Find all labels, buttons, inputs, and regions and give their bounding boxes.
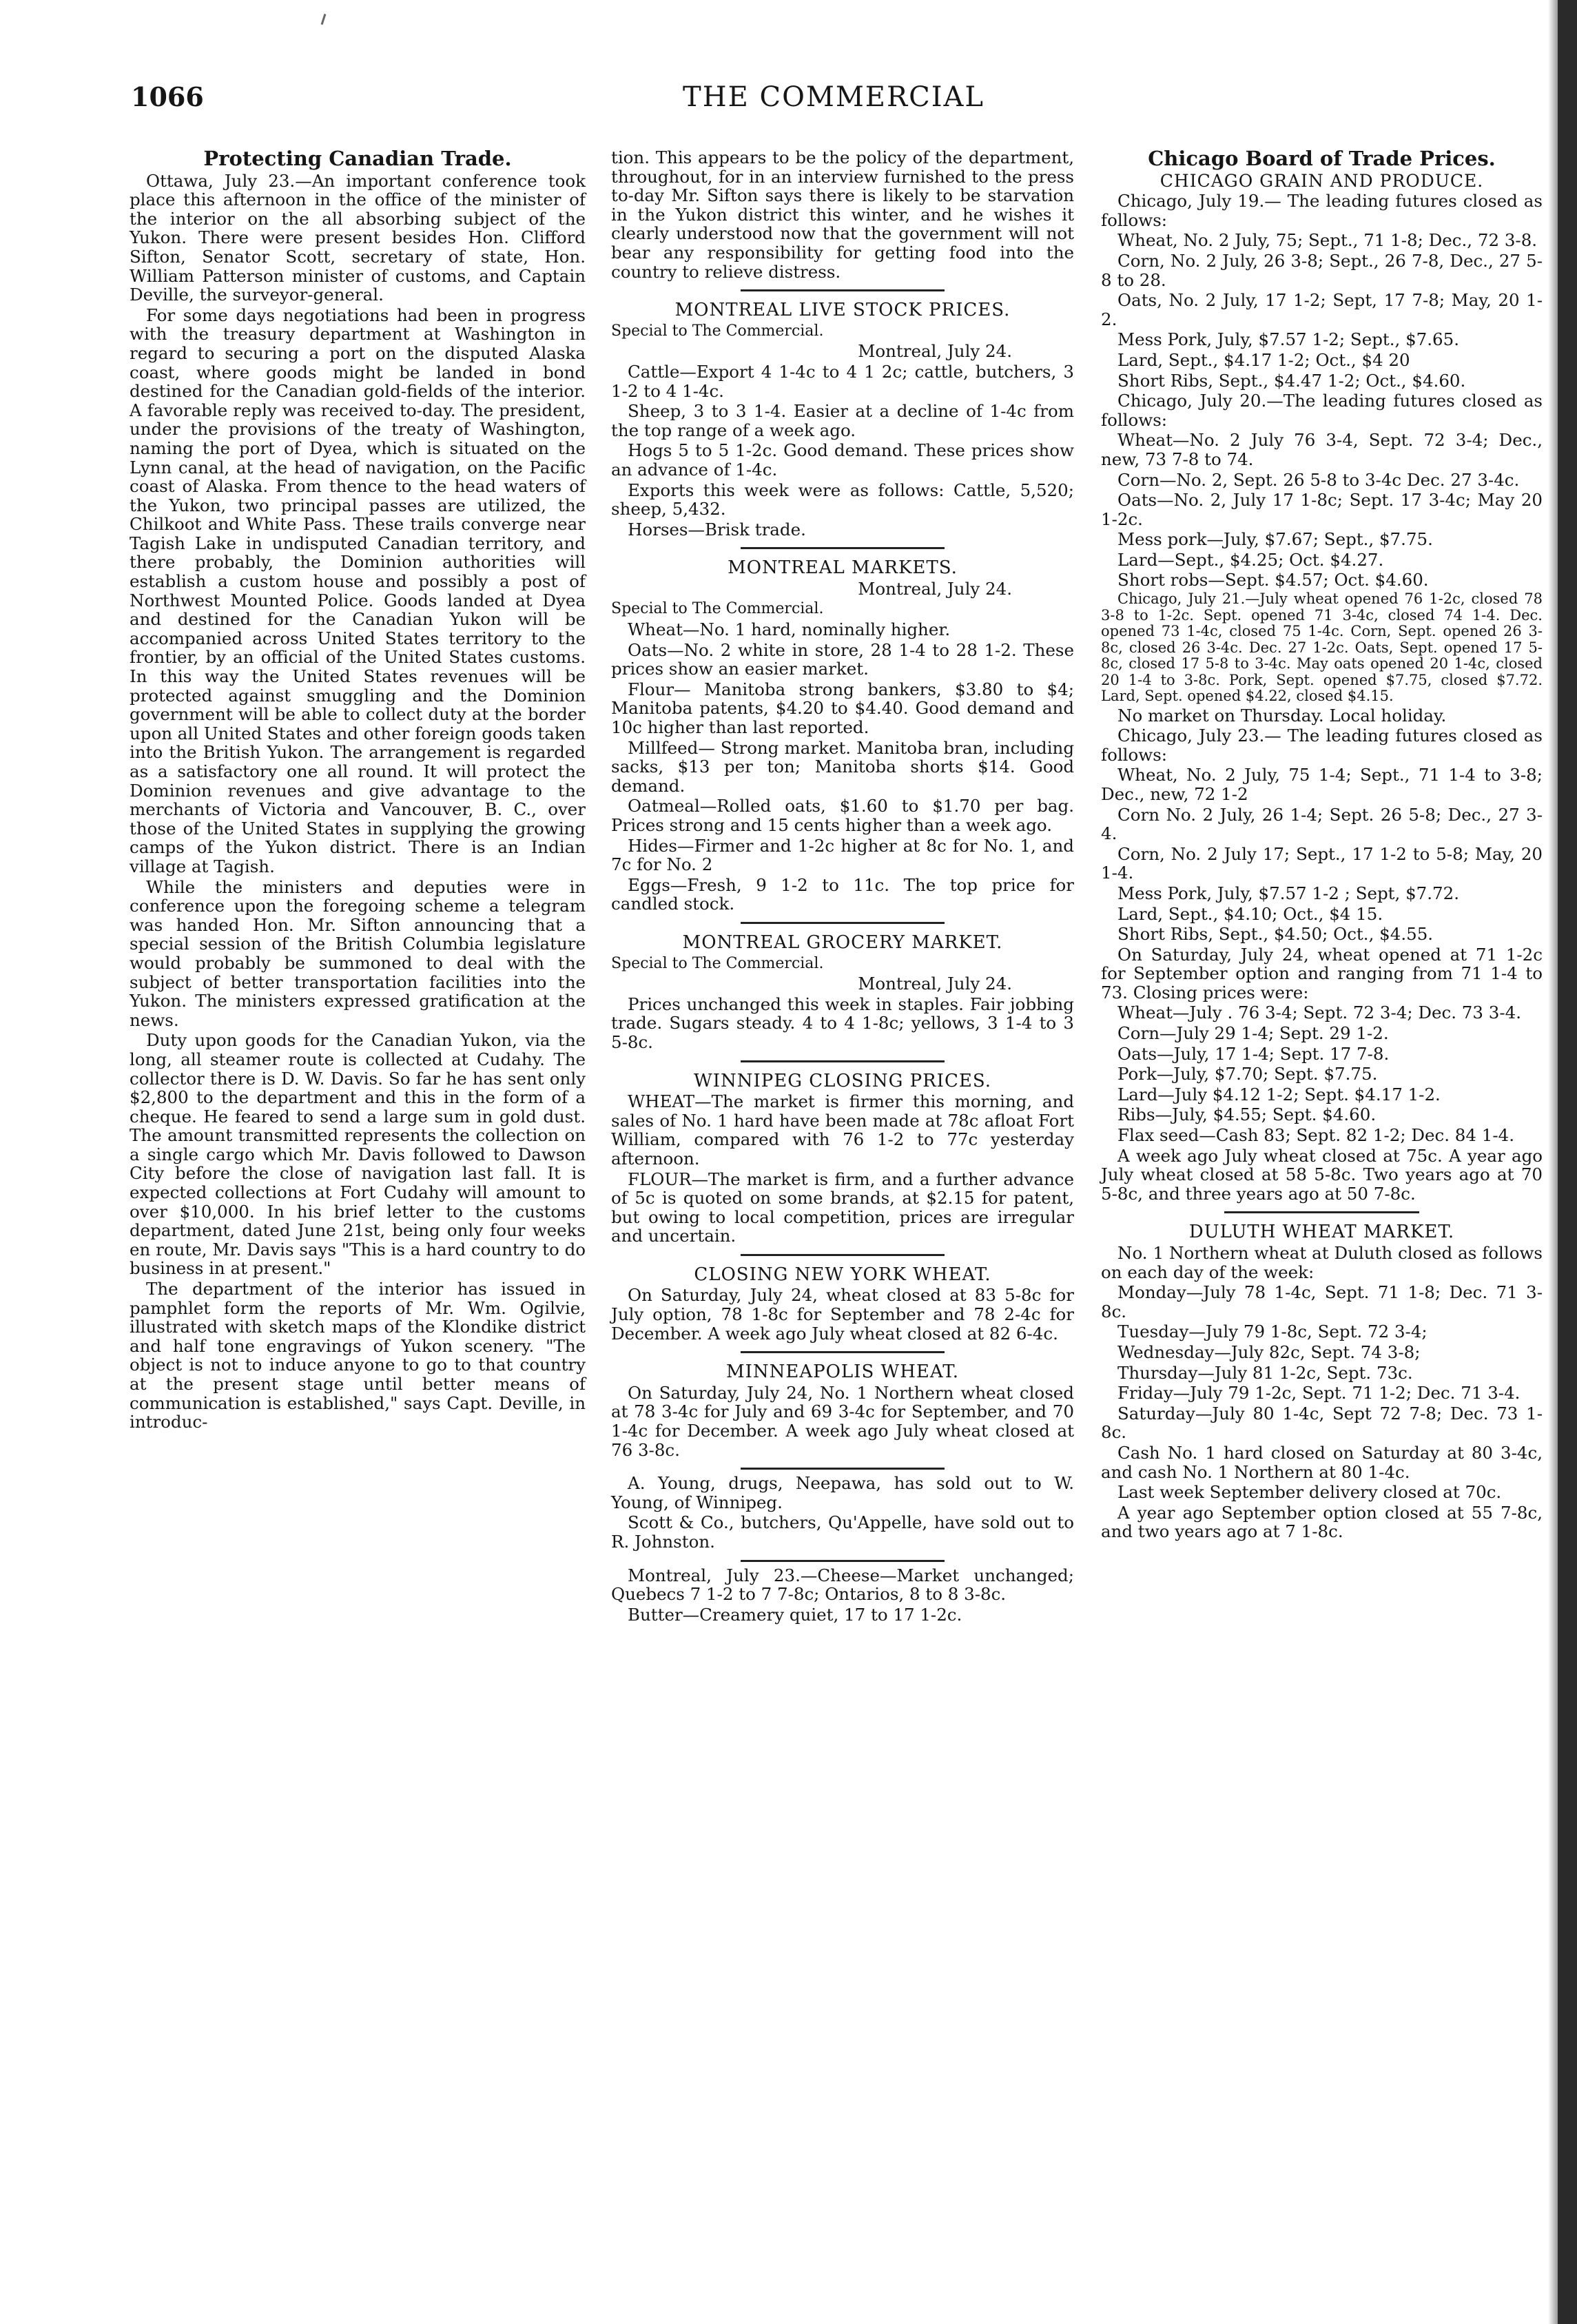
article-title: Protecting Canadian Trade. <box>203 147 512 170</box>
price-line: Corn—July 29 1-4; Sept. 29 1-2. <box>1117 1023 1389 1044</box>
price-line: Tuesday—July 79 1-8c, Sept. 72 3-4; <box>1117 1322 1427 1342</box>
page-number: 1066 <box>131 81 204 112</box>
market-line: Flour— Manitoba strong bankers, $3.80 to $4; Manitoba patents, $4.20 to $4.40. Good demand and 10c higher than last reported. <box>611 679 1074 738</box>
price-line: Wheat, No. 2 July, 75; Sept., 71 1-8; Dec., 72 3-8. <box>1117 230 1538 251</box>
price-line: Ribs—July, $4.55; Sept. $4.60. <box>1117 1104 1377 1125</box>
market-line: Eggs—Fresh, 9 1-2 to 11c. The top price for candled stock. <box>611 874 1074 914</box>
minneapolis-heading: MINNEAPOLIS WHEAT. <box>725 1361 960 1383</box>
section-divider <box>741 547 945 549</box>
section-divider <box>741 1351 945 1353</box>
market-line: On Saturday, July 24, No. 1 Northern wheat closed at 78 3-4c for July and 69 3-4c for September, and 70 1-4c for December. A week ago July wheat closed at 76 3-8c. <box>611 1382 1074 1460</box>
publication-title: THE COMMERCIAL <box>683 81 985 113</box>
markets-heading: MONTREAL MARKETS. <box>728 557 958 579</box>
dateline: Montreal, July 24. <box>858 578 1012 599</box>
price-line: Thursday—July 81 1-2c, Sept. 73c. <box>1117 1362 1413 1383</box>
price-line: Lard—July $4.12 1-2; Sept. $4.17 1-2. <box>1117 1084 1441 1104</box>
price-line: Oats, No. 2 July, 17 1-2; Sept, 17 7-8; May, 20 1-2. <box>1101 290 1543 329</box>
market-line: Oatmeal—Rolled oats, $1.60 to $1.70 per bag. Prices strong and 15 cents higher than a week ago. <box>611 796 1074 835</box>
price-line: Wheat, No. 2 July, 75 1-4; Sept., 71 1-4 to 3-8; Dec., new, 72 1-2 <box>1101 765 1543 804</box>
dateline: Montreal, July 24. <box>858 341 1012 362</box>
market-line: Oats—No. 2 white in store, 28 1-4 to 28 1-2. These prices show an easier market. <box>611 639 1074 679</box>
price-line: Mess Pork, July, $7.57 1-2; Sept., $7.65. <box>1117 329 1460 350</box>
price-line: Flax seed—Cash 83; Sept. 82 1-2; Dec. 84 1-4. <box>1117 1125 1515 1146</box>
market-line: Cattle—Export 4 1-4c to 4 1 2c; cattle, butchers, 3 1-2 to 4 1-4c. <box>611 361 1074 401</box>
price-line: Oats—July, 17 1-4; Sept. 17 7-8. <box>1117 1043 1390 1064</box>
price-line: Chicago, July 20.—The leading futures closed as follows: <box>1101 391 1543 430</box>
section-divider <box>741 1254 945 1256</box>
price-line: Pork—July, $7.70; Sept. $7.75. <box>1117 1064 1378 1084</box>
price-line: Lard, Sept., $4.10; Oct., $4 15. <box>1117 903 1383 924</box>
market-line: WHEAT—The market is firmer this morning, and sales of No. 1 hard have been made at 78c afloat Fort William, compared with 76 1-2 to 77c yesterday afternoon. <box>611 1091 1074 1169</box>
price-line: No market on Thursday. Local holiday. <box>1117 705 1447 726</box>
article-paragraph: Ottawa, July 23.—An important conference took place this afternoon in the office of the minister of the interior on the all absorbing subject of the Yukon. There were present besides Hon. Clifford Sifton, Senator Scott, secretary of state, Hon. William Patterson minister of customs, and Captain Deville, the surveyor-general. <box>130 170 586 305</box>
winnipeg-heading: WINNIPEG CLOSING PRICES. <box>694 1070 991 1091</box>
price-line: Wheat—No. 2 July 76 3-4, Sept. 72 3-4; Dec., new, 73 7-8 to 74. <box>1101 430 1543 469</box>
small-print-report: Chicago, July 21.—July wheat opened 76 1-2c, closed 78 3-8 to 1-2c. Sept. opened 71 3-4c, closed 74 1-4. Dec. opened 73 1-4c, closed 75 1-4c. Corn, Sept. opened 26 3-8c, closed 26 3-4c. Dec. 27 1-2c. Oats, Sept. opened 17 5-8c, closed 17 5-8 to 3-4c. May oats opened 20 1-4c, closed 20 1-4 to 3-8c. Pork, Sept. opened $7.75, closed $7.72. Lard, Sept. opened $4.22, closed $4.15. <box>1101 590 1543 705</box>
cheese-line: Montreal, July 23.—Cheese—Market unchanged; Quebecs 7 1-2 to 7 7-8c; Ontarios, 8 to 8 3-8c. <box>611 1565 1074 1605</box>
print-speck <box>321 14 327 25</box>
price-line: Wednesday—July 82c, Sept. 74 3-8; <box>1117 1341 1421 1362</box>
price-line: Short robs—Sept. $4.57; Oct. $4.60. <box>1117 570 1429 590</box>
market-line: Exports this week were as follows: Cattle, 5,520; sheep, 5,432. <box>611 480 1074 520</box>
price-line: On Saturday, July 24, wheat opened at 71 1-2c for September option and ranging from 71 1-4 to 73. Closing prices were: <box>1101 944 1543 1002</box>
price-line: Oats—No. 2, July 17 1-8c; Sept. 17 3-4c; May 20 1-2c. <box>1101 490 1543 529</box>
special-line: Special to The Commercial. <box>611 600 824 618</box>
newyork-heading: CLOSING NEW YORK WHEAT. <box>694 1264 991 1285</box>
price-line: Corn No. 2 July, 26 1-4; Sept. 26 5-8; Dec., 27 3-4. <box>1101 804 1543 844</box>
price-line: Wheat—July . 76 3-4; Sept. 72 3-4; Dec. 73 3-4. <box>1117 1002 1522 1023</box>
binding-shadow <box>1548 0 1558 2324</box>
price-line: Cash No. 1 hard closed on Saturday at 80 3-4c, and cash No. 1 Northern at 80 1-4c. <box>1101 1442 1543 1482</box>
market-line: Wheat—No. 1 hard, nominally higher. <box>628 619 951 640</box>
special-line: Special to The Commercial. <box>611 954 824 972</box>
price-line: Short Ribs, Sept., $4.50; Oct., $4.55. <box>1117 924 1434 945</box>
business-notice: A. Young, drugs, Neepawa, has sold out to W. Young, of Winnipeg. <box>611 1473 1074 1512</box>
price-line: Chicago, July 23.— The leading futures closed as follows: <box>1101 726 1543 765</box>
price-line: Corn—No. 2, Sept. 26 5-8 to 3-4c Dec. 27 3-4c. <box>1117 469 1520 490</box>
special-line: Special to The Commercial. <box>611 322 824 340</box>
page-header <box>117 81 1550 123</box>
article-paragraph: Duty upon goods for the Canadian Yukon, via the long, all steamer route is collected at Cudahy. The collector there is D. W. Davis. So far he has sent only $2,800 to the department and this in the form of a cheque. He feared to send a large sum in gold dust. The amount transmitted represents the collection on a single cargo which Mr. Davis followed to Dawson City before the close of navigation last fall. It is expected collections at Fort Cudahy will amount to over $10,000. In his brief letter to the customs department, dated June 21st, being only four weeks en route, Mr. Davis says "This is a hard country to do business in at present." <box>130 1030 586 1279</box>
section-divider <box>741 922 945 924</box>
dateline: Montreal, July 24. <box>858 974 1012 994</box>
article-paragraph: While the ministers and deputies were in conference upon the foregoing scheme a telegram was handed Hon. Mr. Sifton announcing that a special session of the British Columbia legislature would probably be summoned to deal with the subject of better transportation facilities into the Yukon. The ministers expressed gratification at the news. <box>130 876 586 1030</box>
column-2 <box>611 148 1074 1625</box>
market-line: Prices unchanged this week in staples. Fair jobbing trade. Sugars steady. 4 to 4 1-8c; yellows, 3 1-4 to 3 5-8c. <box>611 994 1074 1052</box>
price-line: Chicago, July 19.— The leading futures closed as follows: <box>1101 191 1543 230</box>
grocery-heading: MONTREAL GROCERY MARKET. <box>682 932 1003 953</box>
section-divider <box>741 1468 945 1470</box>
price-line: Saturday—July 80 1-4c, Sept 72 7-8; Dec. 73 1-8c. <box>1101 1403 1543 1443</box>
market-line: Millfeed— Strong market. Manitoba bran, including sacks, $13 per ton; Manitoba shorts $14. Good demand. <box>611 737 1074 796</box>
price-line: Monday—July 78 1-4c, Sept. 71 1-8; Dec. 71 3-8c. <box>1101 1282 1543 1322</box>
market-line: Sheep, 3 to 3 1-4. Easier at a decline of 1-4c from the top range of a week ago. <box>611 401 1074 440</box>
section-divider <box>741 1060 945 1062</box>
cheese-line: Butter—Creamery quiet, 17 to 17 1-2c. <box>628 1604 962 1625</box>
price-line: Short Ribs, Sept., $4.47 1-2; Oct., $4.60. <box>1117 370 1466 391</box>
price-line: Lard, Sept., $4.17 1-2; Oct., $4 20 <box>1117 349 1410 370</box>
price-line: No. 1 Northern wheat at Duluth closed as follows on each day of the week: <box>1101 1243 1543 1282</box>
price-line: A year ago September option closed at 55 7-8c, and two years ago at 7 1-8c. <box>1101 1502 1543 1542</box>
market-line: FLOUR—The market is firm, and a further advance of 5c is quoted on some brands, at $2.15 for patent, but owing to local competition, prices are irregular and uncertain. <box>611 1169 1074 1246</box>
business-notice: Scott & Co., butchers, Qu'Appelle, have sold out to R. Johnston. <box>611 1512 1074 1552</box>
price-line: Mess pork—July, $7.67; Sept., $7.75. <box>1117 529 1433 550</box>
duluth-heading: DULUTH WHEAT MARKET. <box>1188 1222 1455 1243</box>
market-line: Hides—Firmer and 1-2c higher at 8c for No. 1, and 7c for No. 2 <box>611 835 1074 875</box>
price-line: Last week September delivery closed at 70c. <box>1117 1482 1502 1503</box>
article-paragraph: For some days negotiations had been in progress with the treasury department at Washington in regard to securing a port on the disputed Alaska coast, where goods might be landed in bond destined for the Canadian gold-fields of the interior. A favorable reply was received to-day. The president, under the provisions of the treaty of Washington, naming the port of Dyea, which is situated on the Lynn canal, at the head of navigation, on the Pacific coast of Alaska. From thence to the head waters of the Yukon, two principal passes are utilized, the Chilkoot and White Pass. These trails converge near Tagish Lake in undisputed Canadian territory, and there probably, the Dominion authorities will establish a custom house and possibly a post of Northwest Mounted Police. Goods landed at Dyea and destined for the Canadian Yukon will be accompanied across United States territory to the frontier, by an official of the United States customs. In this way the United States revenues will be protected against smuggling and the Dominion government will be able to collect duty at the border upon all United States and other foreign goods taken into the British Yukon. The arrangement is regarded as a satisfactory one all round. It will protect the Dominion revenues and give advantage to the merchants of Victoria and Vancouver, B. C., over those of the United States in supplying the growing camps of the Yukon district. There is an Indian village at Tagish. <box>130 305 586 876</box>
livestock-heading: MONTREAL LIVE STOCK PRICES. <box>674 300 1011 321</box>
price-line: A week ago July wheat closed at 75c. A year ago July wheat closed at 58 5-8c. Two years ago at 70 5-8c, and three years ago at 50 7-8c. <box>1101 1145 1543 1204</box>
chicago-subtitle: CHICAGO GRAIN AND PRODUCE. <box>1159 170 1484 191</box>
price-line: Corn, No. 2 July, 26 3-8; Sept., 26 7-8, Dec., 27 5-8 to 28. <box>1101 250 1543 290</box>
page-edge <box>1558 0 1577 2324</box>
section-divider <box>1224 1211 1419 1213</box>
chicago-title: Chicago Board of Trade Prices. <box>1148 147 1496 170</box>
column-1 <box>130 148 586 1433</box>
market-line: Hogs 5 to 5 1-2c. Good demand. These prices show an advance of 1-4c. <box>611 440 1074 480</box>
article-continuation: tion. This appears to be the policy of the department, throughout, for in an interview furnished to the press to-day Mr. Sifton says there is likely to be starvation in the Yukon district this winter, and he wishes it clearly understood now that the government will not bear any responsibility for getting food into the country to relieve distress. <box>611 147 1074 282</box>
price-line: Friday—July 79 1-2c, Sept. 71 1-2; Dec. 71 3-4. <box>1117 1383 1521 1403</box>
section-divider <box>741 289 945 291</box>
price-line: Corn, No. 2 July 17; Sept., 17 1-2 to 5-8; May, 20 1-4. <box>1101 843 1543 883</box>
article-paragraph: The department of the interior has issued in pamphlet form the reports of Mr. Wm. Ogilvie, illustrated with sketch maps of the Klondike district and half tone engravings of Yukon scenery. "The object is not to induce anyone to go to that country at the present stage until better means of communication is established," says Capt. Deville, in introduc- <box>130 1279 586 1432</box>
market-line: Horses—Brisk trade. <box>628 519 806 539</box>
market-line: On Saturday, July 24, wheat closed at 83 5-8c for July option, 78 1-8c for September and 78 2-4c for December. A week ago July wheat closed at 82 6-4c. <box>611 1285 1074 1344</box>
price-line: Mess Pork, July, $7.57 1-2 ; Sept, $7.72. <box>1117 883 1460 903</box>
price-line: Lard—Sept., $4.25; Oct. $4.27. <box>1117 549 1384 570</box>
section-divider <box>741 1560 945 1562</box>
column-3 <box>1101 148 1543 1543</box>
